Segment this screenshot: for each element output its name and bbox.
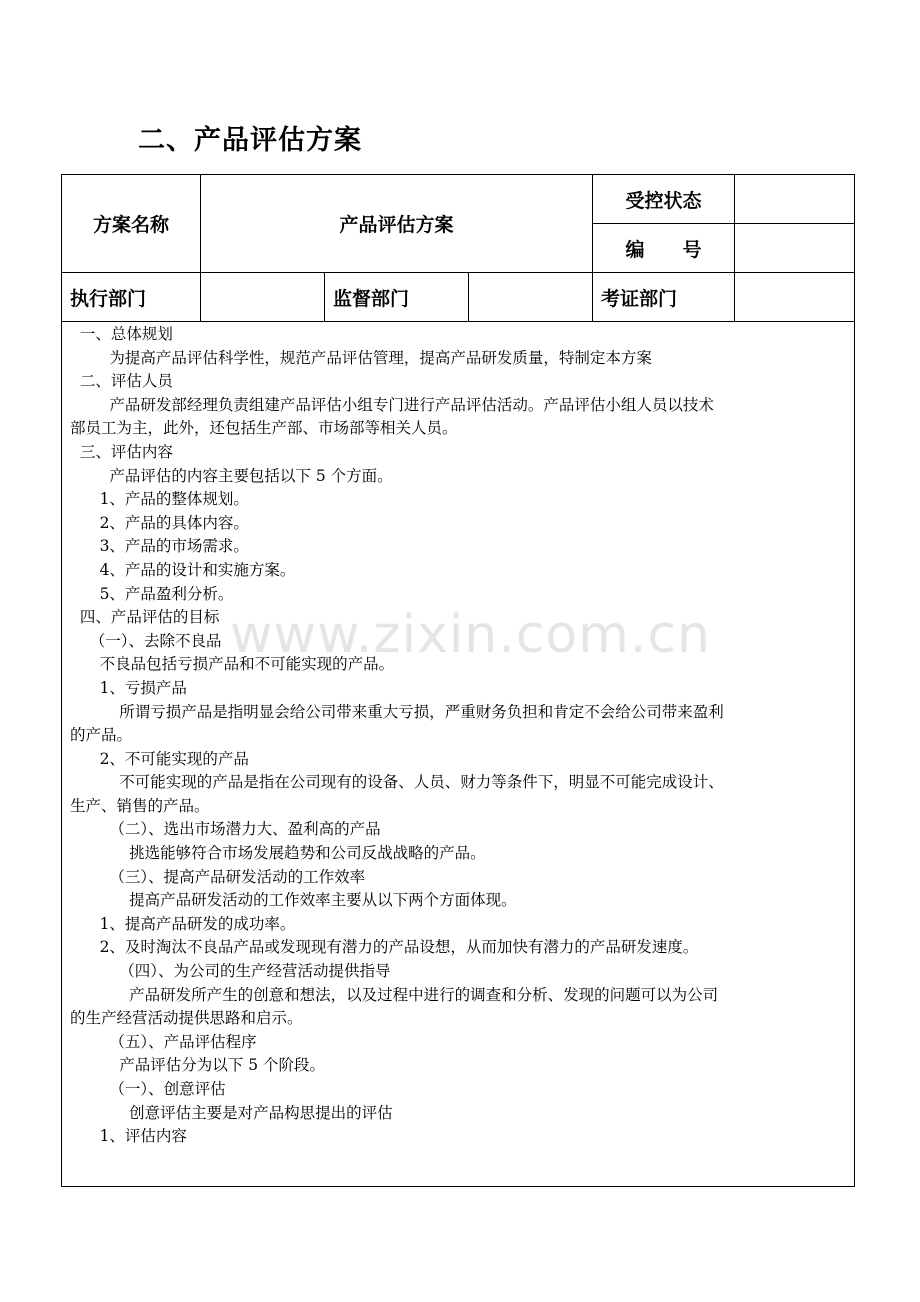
body-line: （五）、产品评估程序 <box>70 1032 257 1051</box>
plan-name-value: 产品评估方案 <box>201 175 593 273</box>
body-line: （三）、提高产品研发活动的工作效率 <box>70 867 366 886</box>
body-line: 产品研发部经理负责组建产品评估小组专门进行产品评估活动。产品评估小组人员以技术 <box>70 395 714 414</box>
body-line: 部员工为主，此外，还包括生产部、市场部等相关人员。 <box>70 419 458 438</box>
form-row-departments <box>62 273 855 322</box>
number-label: 编 号 <box>593 224 735 273</box>
page-title: 二、产品评估方案 <box>138 125 362 156</box>
body-line: （一）、创意评估 <box>70 1080 226 1098</box>
body-line: 四、产品评估的目标 <box>70 608 220 627</box>
verify-dept-label: 考证部门 <box>593 273 735 322</box>
body-line: 产品评估的内容主要包括以下 5 个方面。 <box>70 466 393 485</box>
number-value[interactable] <box>735 224 855 273</box>
body-line: 1、产品的整体规划。 <box>70 490 249 509</box>
body-line: 生产、销售的产品。 <box>70 796 210 815</box>
controlled-status-label: 受控状态 <box>593 175 735 224</box>
plan-form-table <box>61 174 855 1187</box>
body-line: 三、评估内容 <box>70 442 173 461</box>
body-line: 产品研发所产生的创意和想法，以及过程中进行的调查和分析、发现的问题可以为公司 <box>70 985 719 1004</box>
exec-dept-value[interactable] <box>201 273 325 322</box>
body-line: 2、及时淘汰不良品产品或发现现有潜力的产品设想，从而加快有潜力的产品研发速度。 <box>70 938 699 957</box>
body-line: 4、产品的设计和实施方案。 <box>70 560 296 579</box>
body-line: 1、提高产品研发的成功率。 <box>70 914 296 933</box>
body-line: 不良品包括亏损产品和不可能实现的产品。 <box>70 655 395 674</box>
plan-content-cell <box>62 322 855 1187</box>
supervise-dept-value[interactable] <box>469 273 593 322</box>
body-line: （一）、去除不良品 <box>70 631 222 650</box>
body-line: 3、产品的市场需求。 <box>70 537 249 556</box>
body-line: 1、亏损产品 <box>70 678 187 697</box>
body-line: 产品评估分为以下 5 个阶段。 <box>70 1056 325 1075</box>
body-line: 1、评估内容 <box>70 1127 187 1146</box>
body-line: 2、产品的具体内容。 <box>70 513 249 532</box>
body-line: 一、总体规划 <box>70 325 173 343</box>
body-line: 提高产品研发活动的工作效率主要从以下两个方面体现。 <box>70 891 517 910</box>
body-line: （二）、选出市场潜力大、盈利高的产品 <box>70 820 381 839</box>
exec-dept-label: 执行部门 <box>62 273 201 322</box>
watermark: www.zixin.com.cn <box>230 605 711 665</box>
body-line: 的生产经营活动提供思路和启示。 <box>70 1009 303 1028</box>
body-line: （四）、为公司的生产经营活动提供指导 <box>70 962 391 981</box>
controlled-status-value[interactable] <box>735 175 855 224</box>
verify-dept-value[interactable] <box>735 273 855 322</box>
body-line: 挑选能够符合市场发展趋势和公司反战战略的产品。 <box>70 844 486 863</box>
plan-name-label: 方案名称 <box>62 175 201 273</box>
body-line: 所谓亏损产品是指明显会给公司带来重大亏损，严重财务负担和肯定不会给公司带来盈利 <box>70 702 724 721</box>
form-row-content <box>62 322 855 1187</box>
body-line: 2、不可能实现的产品 <box>70 749 249 768</box>
supervise-dept-label: 监督部门 <box>325 273 469 322</box>
body-line: 不可能实现的产品是指在公司现有的设备、人员、财力等条件下，明显不可能完成设计、 <box>70 773 724 792</box>
form-row-header-1 <box>62 175 855 224</box>
body-line: 5、产品盈利分析。 <box>70 584 234 603</box>
body-line: 创意评估主要是对产品构思提出的评估 <box>70 1103 393 1122</box>
body-line: 的产品。 <box>70 726 133 745</box>
plan-body-text <box>62 322 854 1149</box>
body-line: 为提高产品评估科学性，规范产品评估管理，提高产品研发质量，特制定本方案 <box>70 348 652 367</box>
body-line: 二、评估人员 <box>70 372 173 391</box>
